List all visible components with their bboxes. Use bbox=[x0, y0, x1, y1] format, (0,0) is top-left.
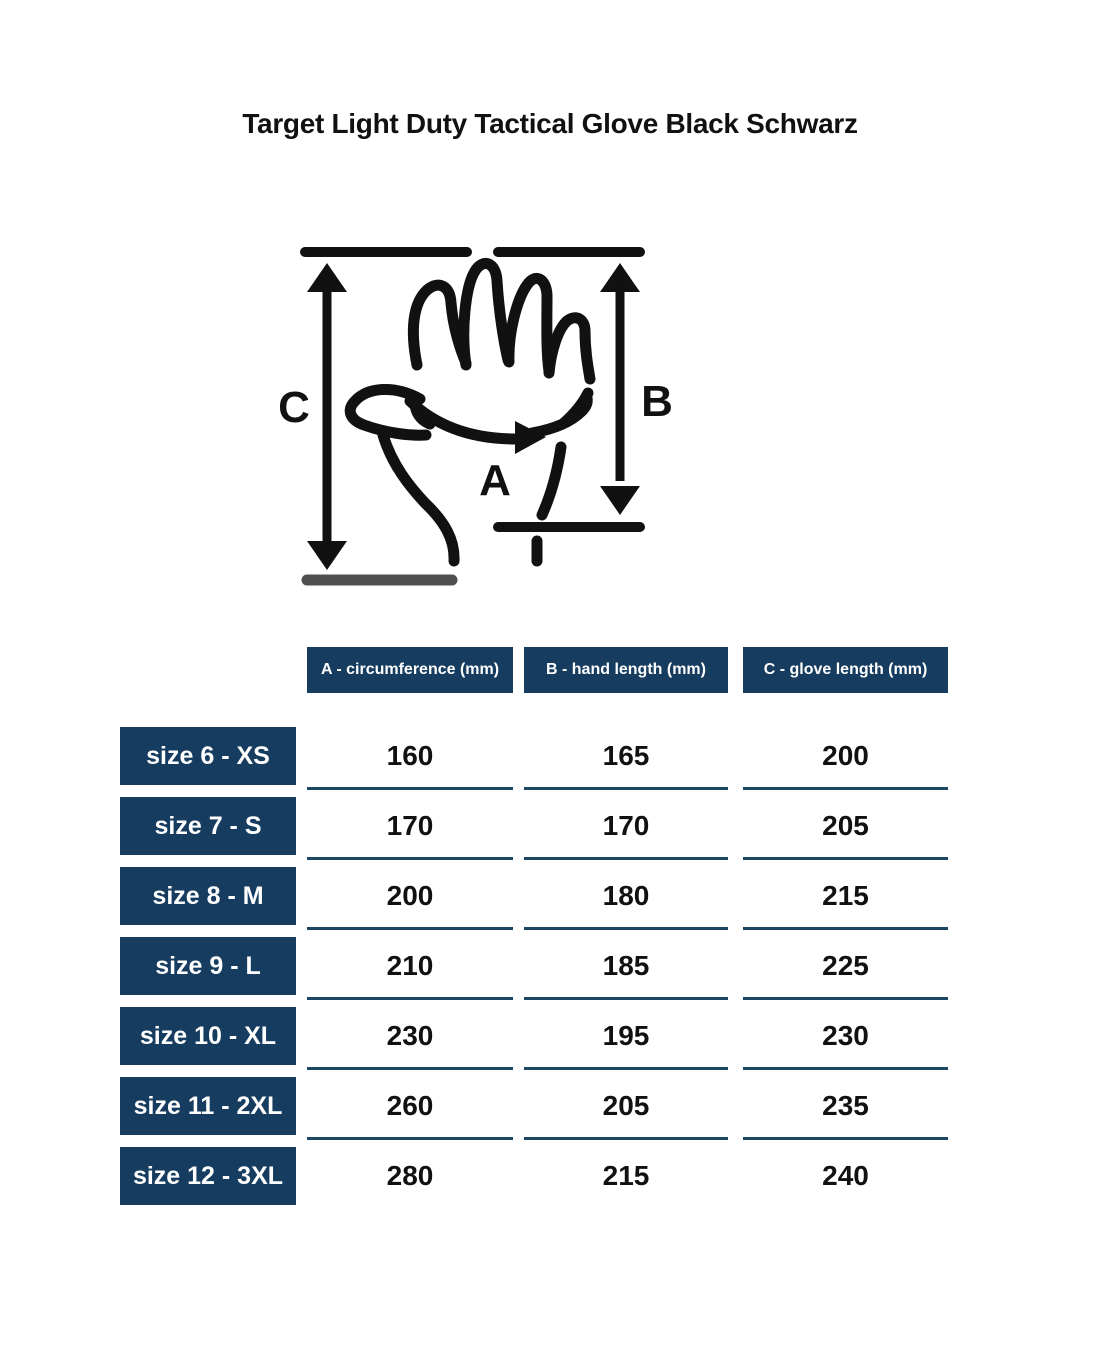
size-row-label: size 6 - XS bbox=[120, 727, 296, 785]
value-circumference: 210 bbox=[386, 950, 434, 981]
value-glove-length: 200 bbox=[822, 740, 869, 771]
value-circumference: 230 bbox=[386, 1020, 434, 1051]
value-glove-length: 225 bbox=[822, 950, 869, 981]
value-circumference: 280 bbox=[386, 1160, 434, 1191]
size-row-label: size 11 - 2XL bbox=[120, 1077, 296, 1135]
middle-finger bbox=[464, 263, 508, 365]
ring-finger bbox=[509, 278, 549, 371]
value-circumference: 260 bbox=[386, 1090, 434, 1121]
pinky-finger bbox=[549, 318, 590, 379]
value-glove-length: 235 bbox=[822, 1090, 869, 1121]
value-circumference: 170 bbox=[386, 810, 434, 841]
value-circumference: 200 bbox=[386, 880, 434, 911]
size-row-label: size 9 - L bbox=[120, 937, 296, 995]
value-hand-length: 180 bbox=[602, 880, 650, 911]
column-header-glove-length: C - glove length (mm) bbox=[743, 647, 948, 693]
value-hand-length: 215 bbox=[602, 1160, 650, 1191]
value-hand-length: 165 bbox=[602, 740, 650, 771]
cell-underline bbox=[743, 857, 948, 860]
cell-underline bbox=[743, 787, 948, 790]
cell-underline bbox=[307, 787, 513, 790]
measure-arrow-c bbox=[307, 263, 347, 570]
cell-underline bbox=[307, 857, 513, 860]
size-row-label: size 7 - S bbox=[120, 797, 296, 855]
cell-underline bbox=[307, 927, 513, 930]
cell-underline bbox=[743, 927, 948, 930]
cell-underline bbox=[743, 1137, 948, 1140]
cell-underline bbox=[524, 1067, 728, 1070]
value-hand-length: 170 bbox=[602, 810, 650, 841]
label-b: B bbox=[641, 377, 673, 426]
palm-right-edge-lower bbox=[542, 447, 561, 515]
cell-underline bbox=[307, 1067, 513, 1070]
value-circumference: 160 bbox=[386, 740, 434, 771]
cell-underline bbox=[307, 997, 513, 1000]
palm-left-edge bbox=[383, 435, 454, 561]
page-title: Target Light Duty Tactical Glove Black Schwarz bbox=[242, 108, 858, 139]
column-header-circumference: A - circumference (mm) bbox=[307, 647, 513, 693]
value-hand-length: 185 bbox=[602, 950, 650, 981]
value-glove-length: 230 bbox=[822, 1020, 869, 1051]
cell-underline bbox=[524, 857, 728, 860]
label-a: A bbox=[479, 456, 511, 505]
size-row-label: size 10 - XL bbox=[120, 1007, 296, 1065]
size-row-label: size 8 - M bbox=[120, 867, 296, 925]
index-finger bbox=[413, 285, 466, 365]
cell-underline bbox=[524, 927, 728, 930]
value-glove-length: 205 bbox=[822, 810, 869, 841]
cell-underline bbox=[524, 787, 728, 790]
cell-underline bbox=[743, 1067, 948, 1070]
value-glove-length: 215 bbox=[822, 880, 869, 911]
cell-underline bbox=[743, 997, 948, 1000]
value-glove-length: 240 bbox=[822, 1160, 869, 1191]
hand-icon bbox=[350, 263, 590, 561]
label-c: C bbox=[278, 383, 310, 432]
measure-arrow-b bbox=[600, 263, 640, 515]
cell-underline bbox=[524, 1137, 728, 1140]
cell-underline bbox=[307, 1137, 513, 1140]
value-hand-length: 205 bbox=[602, 1090, 650, 1121]
hand-measurement-diagram bbox=[270, 225, 710, 625]
value-hand-length: 195 bbox=[602, 1020, 650, 1051]
column-header-hand-length: B - hand length (mm) bbox=[524, 647, 728, 693]
size-row-label: size 12 - 3XL bbox=[120, 1147, 296, 1205]
cell-underline bbox=[524, 997, 728, 1000]
